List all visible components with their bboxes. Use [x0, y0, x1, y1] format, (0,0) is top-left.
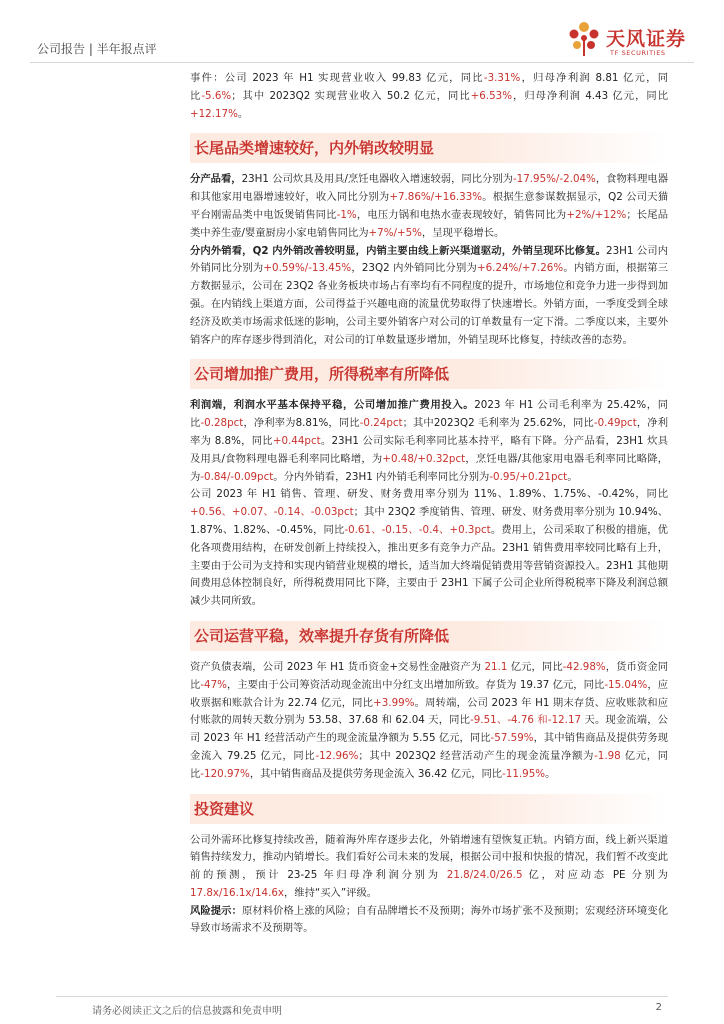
text-run: 亿元，同比 [190, 749, 669, 780]
text-run: 亿元，同比 [507, 660, 563, 673]
body-paragraph [190, 486, 668, 611]
text-run: 。费用上，公司采取了积极的措施，优化各项费用结构，在研发创新上持续投入，推出更多有竞争力产品。23H1 销售费用率较同比略有上升，主要由于公司为支持和实现内销营业规模的增长，适当加大终端促销费用等营销资源投入。23H1 其他期间费用总体控制良好，所得税费用同比下降，主要由于 23H1 下属子公司企业所得税税率下降及利润总额减少共同所致。 [190, 523, 668, 608]
highlighted-figure: 21.8/24.0/26.5 [446, 869, 523, 882]
section-heading: 长尾品类增速较好，内外销改较明显 [190, 133, 668, 163]
highlighted-figure: -0.95/+0.21pct [489, 470, 568, 483]
highlighted-figure: -57.59% [490, 732, 534, 745]
highlighted-figure: +0.56、+0.07、-0.14、-0.03pct [190, 506, 354, 519]
highlighted-figure: -3.31% [483, 72, 521, 84]
section-heading: 公司运营平稳，效率提升存货有所降低 [190, 621, 668, 651]
text-run: ；其中 23Q2 季度销售、管理、研发、财务费用率分别为 10.94%、1.87%、1.82%、-0.45%，同比 [190, 506, 668, 536]
text-run: 天。现金流端，公司 2023 年 H1 经营活动产生的现金流量净额为 5.55 亿元，同比 [190, 714, 668, 745]
highlighted-figure: -0.28pct [200, 417, 244, 430]
highlighted-figure: -42.98% [562, 660, 606, 673]
text-run: 事件：公司 2023 年 H1 实现营业收入 99.83 亿元，同比 [190, 72, 484, 84]
bold-lead-text: 风险提示： [190, 904, 242, 917]
body-paragraph [190, 832, 668, 903]
text-run: ，电压力锅和电热水壶表现较好，销售同比为 [356, 208, 567, 221]
body-paragraph [190, 903, 668, 939]
text-run: ，净利率为8.81%，同比 [243, 417, 360, 430]
logo-flower-icon [564, 18, 604, 58]
text-run: ，食物料理电器和其他家用电器增速较好，收入同比分别为 [190, 173, 669, 204]
highlighted-figure: -47% [200, 678, 227, 691]
highlighted-figure: +3.99% [373, 696, 415, 709]
text-run: 。分内外销看，23H1 内外销毛利率同比分别为 [273, 470, 490, 483]
highlighted-figure: -9.51、-4.76 和-12.17 [470, 714, 582, 727]
text-run: ，货币资金同比 [190, 660, 669, 691]
text-run: ，其中销售商品及提供劳务现金流入 36.42 亿元，同比 [249, 767, 503, 780]
highlighted-figure: -12.96% [315, 749, 359, 762]
text-run: 公司 2023 年 H1 销售、管理、研发、财务费用率分别为 11%、1.89%、1.75%、-0.42%，同比 [190, 488, 668, 501]
highlighted-figure: -17.95%/-2.04% [512, 173, 596, 186]
text-run: 公司外需环比修复持续改善，随着海外库存逐步去化，外销增速有望恢复正轨。内销方面，线上新兴渠道销售持续发力，推动内销增长。我们看好公司未来的发展，根据公司中报和快报的情况，我们暂不改变此前的预测，预计 23-25 年归母净利润分别为 [190, 833, 668, 882]
highlighted-figure: -1.98 [594, 749, 621, 762]
text-run: ，维持“买入”评级。 [284, 886, 378, 899]
highlighted-figure: +6.53% [470, 89, 512, 102]
highlighted-figure: -0.61、-0.15、-0.4、+0.3pct [344, 523, 491, 536]
body-paragraph [190, 397, 668, 486]
text-run: 原材料价格上涨的风险；自有品牌增长不及预期；海外市场扩张不及预期；宏观经济环境变化导致市场需求不及预期等。 [190, 904, 668, 935]
text-run: ，应收票据和账款合计为 22.74 亿元，同比 [190, 678, 669, 709]
text-run: 。 [545, 767, 556, 780]
highlighted-figure: -15.04% [604, 678, 648, 691]
highlighted-figure: +7%/+5% [368, 226, 422, 239]
text-run: ，归母净利润 4.43 亿元，同比 [511, 89, 668, 102]
text-run: ，其中销售商品及提供劳务现金流入 79.25 亿元，同比 [190, 732, 668, 762]
report-body [190, 70, 668, 938]
text-run: 。周转端，公司 2023 年 H1 期末存货、应收账款和应付账款的周转天数分别为 53.58、37.68 和 62.04 天，同比 [190, 696, 668, 727]
logo-english-name: TF SECURITIES [610, 49, 666, 57]
text-run: 。 [567, 470, 578, 483]
page-header [0, 0, 724, 66]
footer-divider [56, 996, 668, 997]
text-run: 。内销方面，根据第三方数据显示，公司在 23Q2 各业务板块市场占有率均有不同程度的提升，市场地位和竞争力进一步得到加强。在内销线上渠道方面，公司得益于兴趣电商的流量优势取得了快速增长。外销方面，一季度受到全球经济及欧美市场需求低迷的影响，公司主要外销客户对公司的订单数量有一定下滑。二季度以来，主要外销客户的库存逐步得到消化，对公司的订单数量逐步增加，外销呈现环比修复，持续改善的态势。 [190, 262, 669, 346]
text-run: 。23H1 公司实际毛利率同比基本持平，略有下降。分产品看，23H1 炊具及用具/食物料理电器毛利率同比略增，为 [190, 434, 669, 465]
text-run: 23H1 公司内外销同比分别为 [190, 244, 668, 275]
page-number: 2 [655, 1002, 662, 1013]
highlighted-figure: +2%/+12% [566, 208, 627, 221]
text-run: ，主要由于公司筹资活动现金流出中分红支出增加所致。存货为 19.37 亿元，同比 [226, 678, 605, 691]
body-paragraph [190, 70, 668, 123]
highlighted-figure: -0.24pct [359, 417, 403, 430]
bold-lead-text: 分产品看， [190, 173, 242, 186]
body-paragraph [190, 171, 668, 242]
text-run: 。根据生意参谋数据显示，Q2 公司天猫平台刚需品类中电饭煲销售同比 [190, 191, 669, 221]
text-run: ；长尾品类中养生壶/婴童厨房小家电销售同比为 [190, 208, 669, 239]
highlighted-figure: +0.48/+0.32pct [382, 452, 466, 465]
highlighted-figure: -1% [336, 208, 357, 221]
text-run: ，归母净利润 8.81 亿元，同比 [190, 72, 668, 102]
highlighted-figure: -11.95% [502, 767, 546, 780]
text-run: ；其中 2023Q2 经营活动产生的现金流量净额为 [358, 749, 595, 762]
text-run: ，呈现平稳增长。 [421, 226, 505, 239]
section-heading: 公司增加推广费用，所得税率有所降低 [190, 359, 668, 389]
header-divider [30, 62, 694, 63]
text-run: ；其中2023Q2 毛利率为 25.62%，同比 [402, 417, 594, 430]
text-run: ，23Q2 内外销同比分别为 [351, 262, 477, 275]
text-run: 亿，对应动态 PE 分别为 [522, 869, 668, 882]
text-run: ；其中 2023Q2 实现营业收入 50.2 亿元，同比 [231, 89, 471, 102]
highlighted-figure: +12.17% [190, 107, 238, 120]
body-paragraph [190, 243, 668, 350]
bold-lead-text: 利润端，利润水平基本保持平稳，公司增加推广费用投入。 [190, 399, 475, 412]
highlighted-figure: +0.59%/-13.45% [263, 262, 352, 275]
highlighted-figure: +0.44pct [272, 434, 321, 447]
highlighted-figure: -5.6% [201, 89, 232, 102]
highlighted-figure: -0.49pct [593, 417, 637, 430]
highlighted-figure: -120.97% [200, 767, 250, 780]
text-run: 2023 年 H1 公司毛利率为 25.42%，同比 [190, 399, 668, 430]
logo-name: 天风证券 [606, 28, 687, 50]
body-paragraph [190, 659, 668, 784]
company-logo [564, 18, 694, 60]
disclaimer-text: 请务必阅读正文之后的信息披露和免责申明 [92, 1006, 282, 1017]
highlighted-figure: 21.1 [484, 660, 508, 673]
text-run: 23H1 公司炊具及用具/烹饪电器收入增速较弱，同比分别为 [241, 173, 513, 186]
text-run: ，净利率为 8.8%，同比 [190, 417, 669, 447]
text-run: 。 [237, 107, 249, 120]
highlighted-figure: +7.86%/+16.33% [389, 191, 483, 204]
bold-lead-text: 分内外销看，Q2 内外销改善较明显，内销主要由线上新兴渠道驱动，外销呈现环比修复。 [190, 244, 607, 257]
highlighted-figure: -0.84/-0.09pct [200, 470, 274, 483]
text-run: 资产负债表端，公司 2023 年 H1 货币资金+交易性金融资产为 [190, 660, 485, 673]
highlighted-figure: 17.8x/16.1x/14.6x [190, 886, 284, 899]
text-run: ，烹饪电器/其他家用电器毛利率同比略降，为 [190, 452, 669, 483]
section-heading: 投资建议 [190, 794, 668, 824]
highlighted-figure: +6.24%/+7.26% [477, 262, 564, 275]
report-type-label: 公司报告 | 半年报点评 [37, 42, 157, 56]
